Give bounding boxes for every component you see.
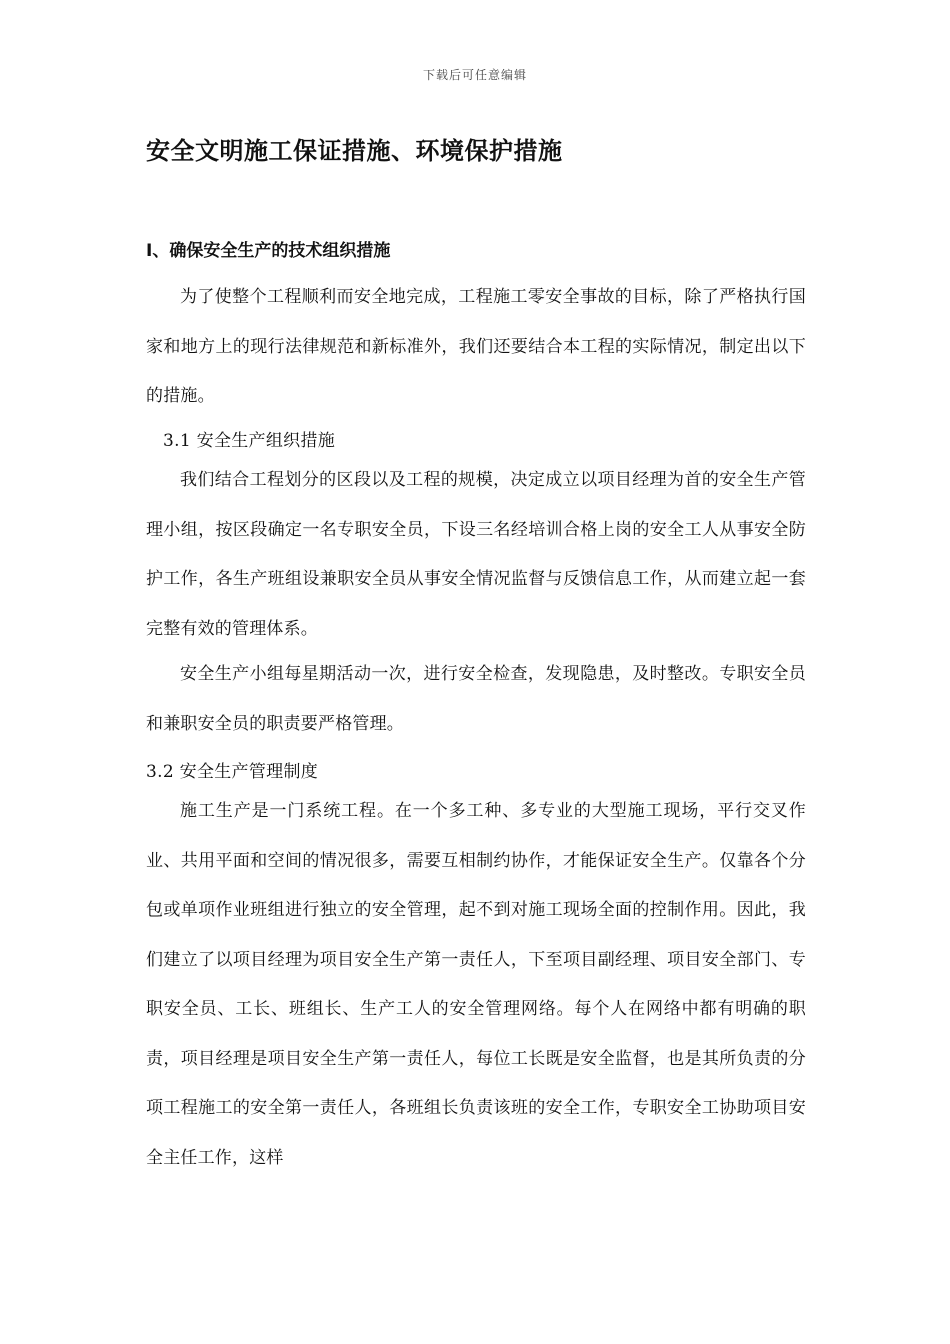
document-title: 安全文明施工保证措施、环境保护措施: [146, 137, 563, 165]
subsection-3-1-paragraph-1: 我们结合工程划分的区段以及工程的规模，决定成立以项目经理为首的安全生产管理小组，按区段确定一名专职安全员，下设三名经培训合格上岗的安全工人从事安全防护工作，各生产班组设兼职安全员从事安全情况监督与反馈信息工作，从而建立起一套完整有效的管理体系。: [146, 470, 806, 639]
subsection-3-2-paragraph-1: 施工生产是一门系统工程。在一个多工种、多专业的大型施工现场，平行交叉作业、共用平面和空间的情况很多，需要互相制约协作，才能保证安全生产。仅靠各个分包或单项作业班组进行独立的安全管理，起不到对施工现场全面的控制作用。因此，我们建立了以项目经理为项目安全生产第一责任人，下至项目副经理、项目安全部门、专职安全员、工长、班组长、生产工人的安全管理网络。每个人在网络中都有明确的职责，项目经理是项目安全生产第一责任人，每位工长既是安全监督，也是其所负责的分项工程施工的安全第一责任人，各班组长负责该班的安全工作，专职安全工协助项目安全主任工作，这样: [146, 801, 806, 1168]
section-heading: Ⅰ、确保安全生产的技术组织措施: [146, 241, 391, 261]
subsection-3-1-paragraph-2: 安全生产小组每星期活动一次，进行安全检查，发现隐患，及时整改。专职安全员和兼职安全员的职责要严格管理。: [146, 664, 806, 734]
subsection-heading-3-1: 3.1 安全生产组织措施: [163, 431, 336, 451]
intro-paragraph: 为了使整个工程顺利而安全地完成，工程施工零安全事故的目标，除了严格执行国家和地方上的现行法律规范和新标准外，我们还要结合本工程的实际情况，制定出以下的措施。: [146, 287, 806, 406]
header-note: 下载后可任意编辑: [422, 68, 527, 82]
subsection-heading-3-2: 3.2 安全生产管理制度: [146, 762, 319, 782]
